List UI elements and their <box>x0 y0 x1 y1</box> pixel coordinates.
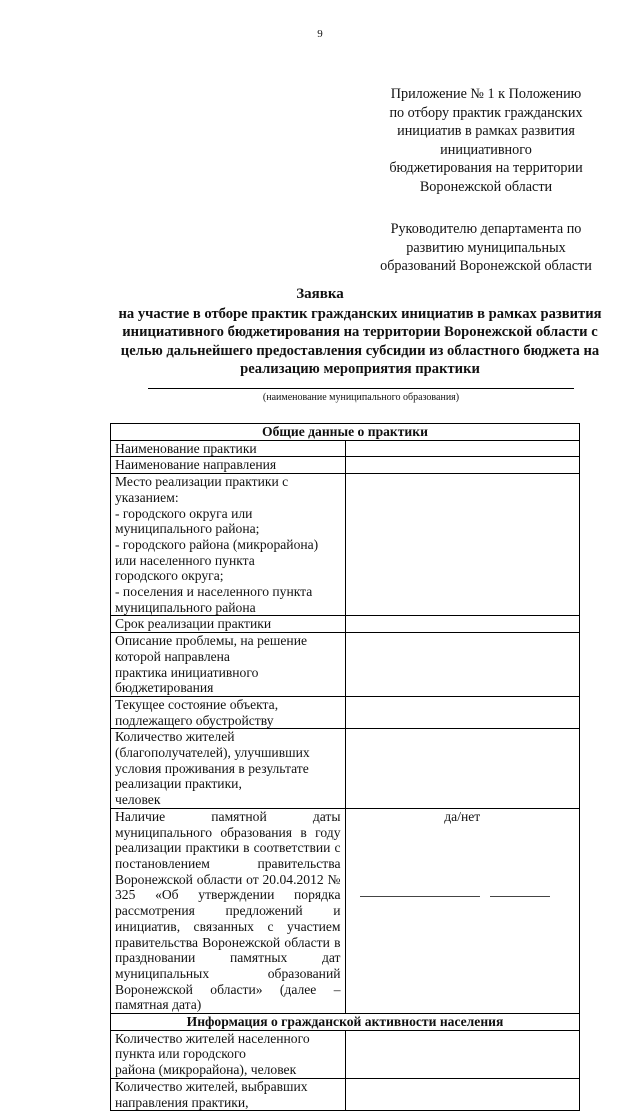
document-title: Заявка <box>296 286 344 302</box>
row-value-cell[interactable] <box>345 440 580 457</box>
row-value-cell[interactable] <box>345 1030 580 1078</box>
table-row <box>111 696 580 728</box>
row-value-cell[interactable] <box>345 633 580 697</box>
table-row <box>111 474 580 616</box>
row-label: Описание проблемы, на решение которой направлена практика инициативного бюджетирования <box>111 633 346 697</box>
row-label: Наименование практики <box>111 440 346 457</box>
annex-heading: Приложение № 1 к Положению по отбору практик гражданских инициатив в рамках развития инициативного бюджетирования на территории Воронежской области <box>389 86 583 195</box>
table-row <box>111 440 580 457</box>
municipality-blank-caption: (наименование муниципального образования) <box>262 392 460 403</box>
addressee-block: Руководителю департамента по развитию муниципальных образований Воронежской области <box>380 221 592 274</box>
scan-edge-mark <box>0 896 640 900</box>
table-row <box>111 633 580 697</box>
row-value-cell[interactable]: да/нет <box>345 808 580 1013</box>
row-label: Наименование направления <box>111 457 346 474</box>
section-general-title: Общие данные о практики <box>111 424 580 441</box>
row-label: Количество жителей (благополучателей), улучшивших условия проживания в результате реализации практики, человек <box>111 729 346 809</box>
table-row <box>111 1078 580 1110</box>
row-label: Текущее состояние объекта, подлежащего обустройству <box>111 696 346 728</box>
row-label: Наличие памятной даты муниципального образования в году реализации практики в соответствии с постановлением правительства Воронежской области от 20.04.2012 № 325 «Об утверждении порядка рассмотрения предложений и инициатив, связанных с участием правительства Воронежской области в праздновании памятных дат муниципальных образований Воронежской области» (далее – памятная дата) <box>111 808 346 1013</box>
table-row <box>111 729 580 809</box>
row-label: Срок реализации практики <box>111 616 346 633</box>
row-label: Количество жителей населенного пункта или городского района (микрорайона), человек <box>111 1030 346 1078</box>
municipality-blank-line <box>148 388 574 389</box>
section-header-row <box>111 424 580 441</box>
row-value-cell[interactable] <box>345 457 580 474</box>
row-value-cell[interactable] <box>345 616 580 633</box>
section-header-row <box>111 1014 580 1031</box>
page-number: 9 <box>317 28 323 40</box>
table-row <box>111 616 580 633</box>
document-subtitle: на участие в отборе практик гражданских инициатив в рамках развития инициативного бюджетирования на территории Воронежской области с целью дальнейшего предоставления субсидии из областного бюджета на реализацию мероприятия практики <box>118 306 602 378</box>
row-value-cell[interactable] <box>345 729 580 809</box>
row-label: Место реализации практики с указанием: - городского округа или муниципального района; - городского района (микрорайона) или населенного пункта городского округа; - поселения и населенного пункта муниципального района <box>111 474 346 616</box>
section-activity-title: Информация о гражданской активности населения <box>111 1014 580 1031</box>
table-row <box>111 457 580 474</box>
table-row <box>111 1030 580 1078</box>
row-label: Количество жителей, выбравших направления практики, <box>111 1078 346 1110</box>
row-value-cell[interactable] <box>345 474 580 616</box>
application-form-table <box>110 423 580 1111</box>
row-value-cell[interactable] <box>345 1078 580 1110</box>
table-row <box>111 808 580 1013</box>
row-value-cell[interactable] <box>345 696 580 728</box>
